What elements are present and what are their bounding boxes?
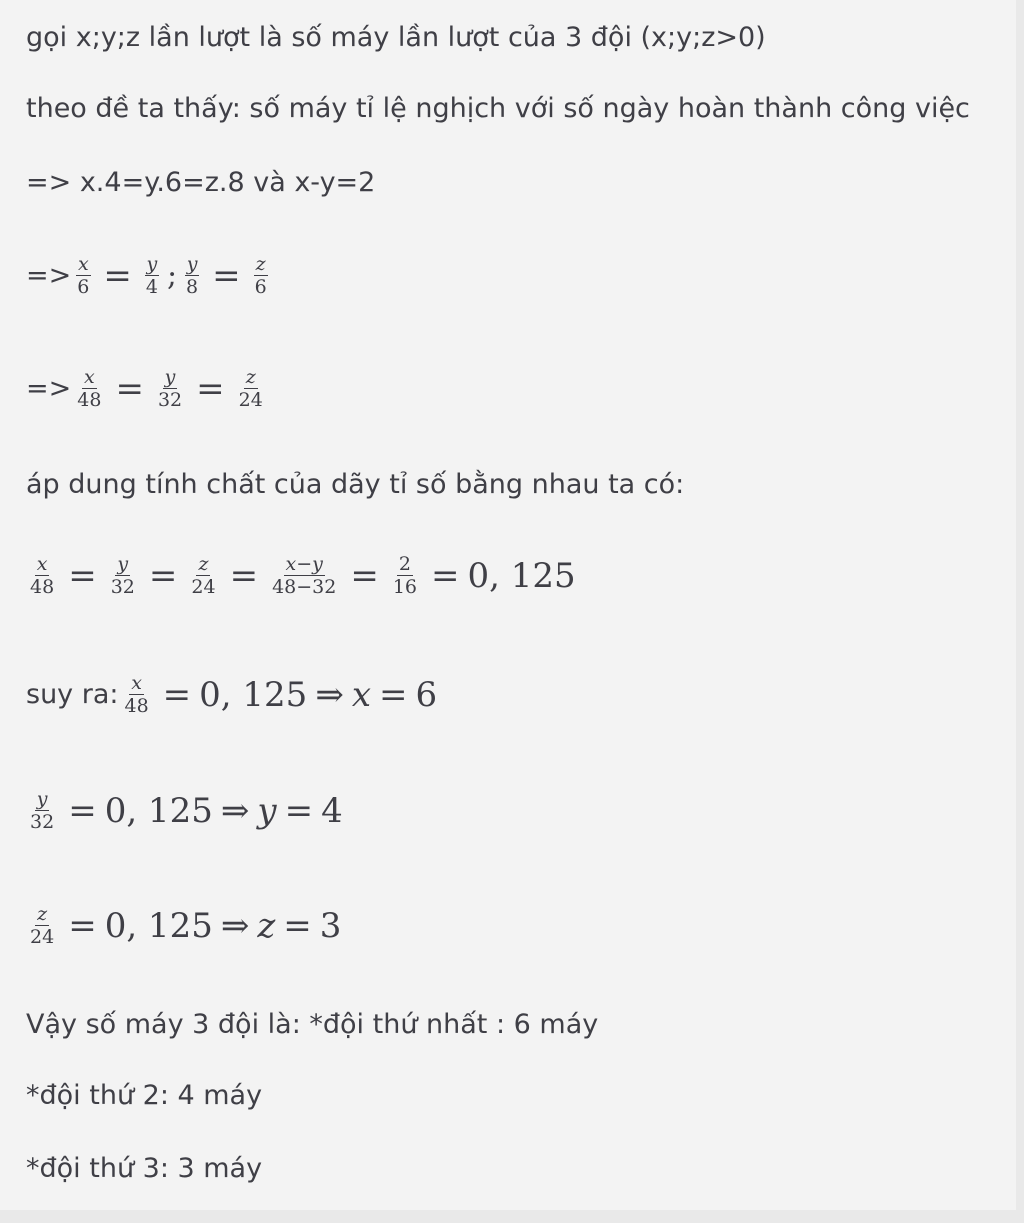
fraction-x-6: $\frac{x}{6}$ bbox=[77, 253, 90, 298]
math-line-ratios-1 bbox=[26, 253, 273, 298]
equals-sign: = bbox=[196, 368, 225, 409]
therefore-label: suy ra: bbox=[26, 678, 119, 710]
equals-sign: = bbox=[431, 555, 460, 596]
equals-sign: = bbox=[115, 368, 144, 409]
fraction-y-4: $\frac{y}{4}$ bbox=[145, 253, 158, 298]
fraction-x-48: $\frac{x}{48}$ bbox=[77, 366, 102, 411]
variable-y: y bbox=[257, 790, 277, 831]
answer-y: 4 bbox=[321, 790, 343, 831]
math-line-result-y bbox=[28, 788, 343, 833]
equals-sign: = bbox=[229, 555, 259, 596]
text-line-equation: => x.4=y.6=z.8 và x-y=2 bbox=[26, 167, 376, 198]
fraction-y-32: $\frac{y}{32}$ bbox=[30, 788, 55, 833]
fraction-z-6: $\frac{z}{6}$ bbox=[254, 253, 267, 298]
fraction-2-16: $\frac{2}{16}$ bbox=[392, 553, 418, 598]
equals-sign: = bbox=[283, 905, 312, 946]
implies-arrow: ⇒ bbox=[315, 674, 344, 715]
fraction-y-8: $\frac{y}{8}$ bbox=[186, 253, 199, 298]
ratio-value: 0, 125 bbox=[104, 905, 213, 946]
fraction-x-48: $\frac{x}{48}$ bbox=[124, 672, 149, 717]
text-line-conclusion: Vậy số máy 3 đội là: *đội thứ nhất : 6 máy bbox=[26, 1009, 599, 1040]
text-line-inverse-proportion: theo đề ta thấy: số máy tỉ lệ nghịch với số ngày hoàn thành công việc bbox=[26, 93, 970, 124]
ratio-value: 0, 125 bbox=[467, 555, 576, 596]
implies-prefix: => bbox=[26, 259, 72, 291]
answer-z: 3 bbox=[319, 905, 342, 946]
fraction-x-48: $\frac{x}{48}$ bbox=[30, 553, 55, 598]
answer-x: 6 bbox=[415, 674, 438, 715]
equals-sign: = bbox=[148, 555, 178, 596]
fraction-y-32: $\frac{y}{32}$ bbox=[157, 366, 183, 411]
equals-sign: = bbox=[68, 555, 97, 596]
variable-z: z bbox=[257, 905, 276, 946]
equals-sign: = bbox=[350, 555, 379, 596]
math-line-result-z bbox=[28, 903, 341, 948]
equals-sign: = bbox=[284, 790, 314, 831]
equals-sign: = bbox=[212, 255, 241, 296]
fraction-difference: $\frac{x-y}{48-32}$ bbox=[272, 553, 337, 598]
text-line-team-3: *đội thứ 3: 3 máy bbox=[26, 1153, 263, 1184]
variable-x: x bbox=[351, 674, 372, 715]
equals-sign: = bbox=[68, 790, 97, 831]
equals-sign: = bbox=[103, 255, 132, 296]
ratio-value: 0, 125 bbox=[104, 790, 213, 831]
fraction-z-24: $\frac{z}{24}$ bbox=[191, 553, 216, 598]
equals-sign: = bbox=[162, 674, 192, 715]
math-line-chain bbox=[28, 553, 576, 598]
implies-arrow: ⇒ bbox=[220, 790, 250, 831]
equals-sign: = bbox=[379, 674, 408, 715]
equals-sign: = bbox=[68, 905, 97, 946]
fraction-z-24: $\frac{z}{24}$ bbox=[238, 366, 263, 411]
semicolon: ; bbox=[166, 257, 178, 293]
fraction-y-32: $\frac{y}{32}$ bbox=[110, 553, 135, 598]
math-line-ratios-2 bbox=[26, 366, 269, 411]
text-line-team-2: *đội thứ 2: 4 máy bbox=[26, 1080, 263, 1111]
fraction-z-24: $\frac{z}{24}$ bbox=[30, 903, 55, 948]
math-line-result-x bbox=[26, 672, 437, 717]
ratio-value: 0, 125 bbox=[199, 674, 308, 715]
implies-arrow: ⇒ bbox=[220, 905, 250, 946]
implies-prefix: => bbox=[26, 372, 72, 404]
text-line-definition: gọi x;y;z lần lượt là số máy lần lượt của 3 đội (x;y;z>0) bbox=[26, 22, 766, 53]
text-line-property: áp dung tính chất của dãy tỉ số bằng nhau ta có: bbox=[26, 469, 685, 500]
